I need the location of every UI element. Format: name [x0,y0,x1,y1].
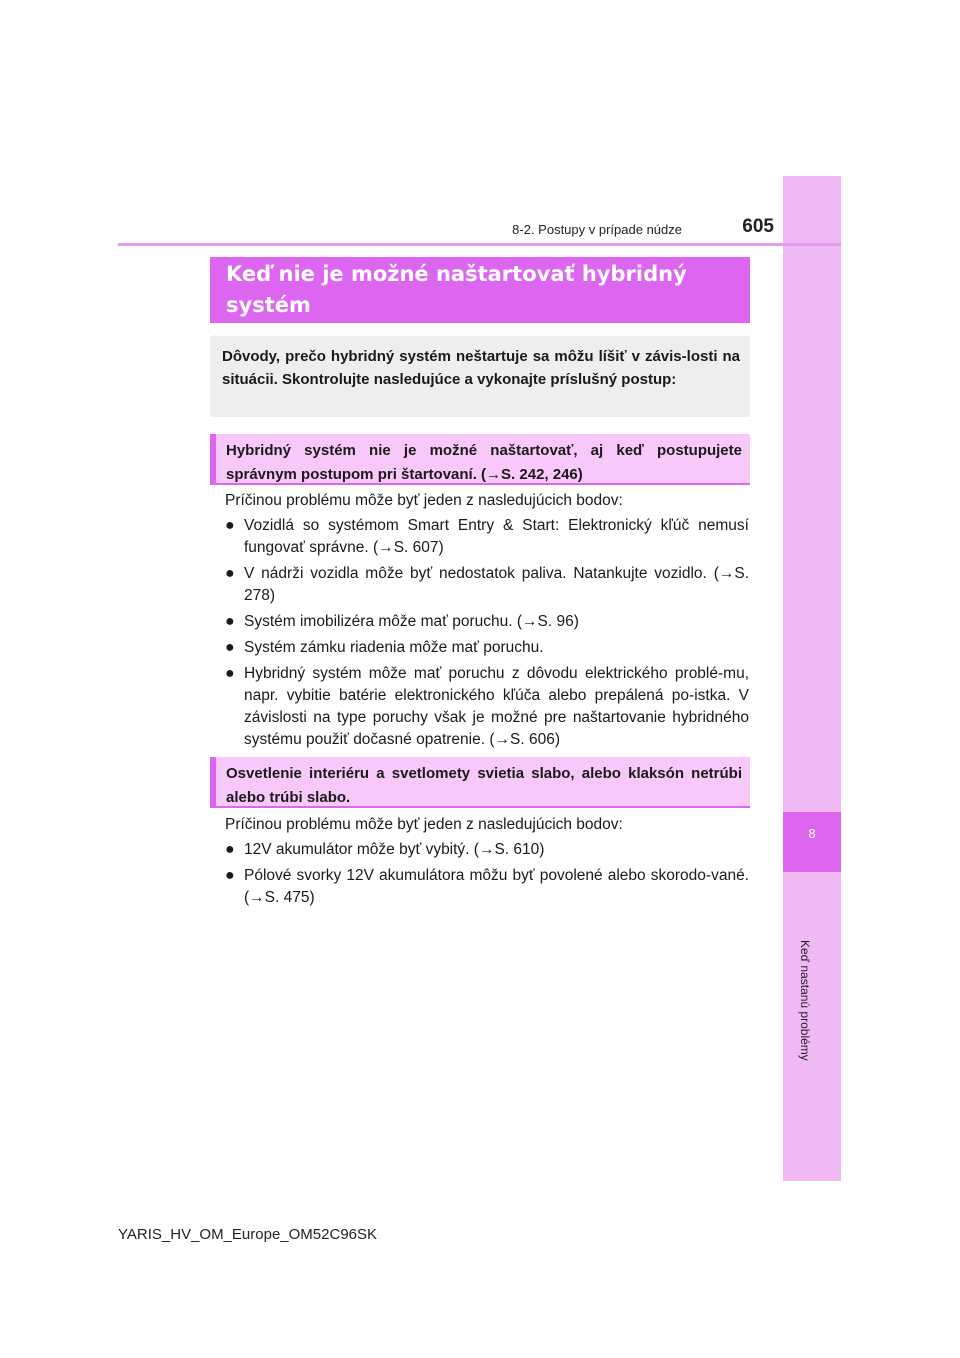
chapter-side-tab [783,176,841,1181]
list-item-text: Systém imobilizéra môže mať poruchu. (→S. 96) [244,613,579,630]
chapter-side-label: Keď nastanú problémy [798,940,812,1061]
list-item [225,515,749,559]
list-item [225,663,749,751]
section-title: 8-2. Postupy v prípade núdze [512,222,682,237]
bullet-icon: ● [225,565,235,582]
bullet-icon: ● [225,613,235,630]
section-2-lead: Príčinou problému môže byť jeden z nasledujúcich bodov: [225,816,623,833]
list-item [225,611,749,633]
bullet-icon: ● [225,517,235,534]
page-title-box [210,257,750,323]
list-item [225,839,749,861]
section-2-body [225,814,749,913]
bullet-icon: ● [225,639,235,656]
list-item-text: Systém zámku riadenia môže mať poruchu. [244,639,544,656]
chapter-number-tab [783,812,841,872]
bullet-icon: ● [225,867,235,884]
list-item [225,637,749,659]
bullet-icon: ● [225,841,235,858]
list-item-text: 12V akumulátor môže byť vybitý. (→S. 610) [244,841,545,858]
list-item-text: Hybridný systém môže mať poruchu z dôvodu elektrického problé-mu, napr. vybitie batérie elektronického kľúča alebo prepálená po-istka. V závislosti na type poruchy však je možné pre naštartovanie hybridného systému použiť dočasné opatrenie. (→S. 606) [244,665,749,748]
intro-box: Dôvody, prečo hybridný systém neštartuje sa môžu líšiť v závis-losti na situácii. Skontrolujte nasledujúce a vykonajte príslušný postup: [210,336,750,417]
section-1-lead: Príčinou problému môže byť jeden z nasledujúcich bodov: [225,492,623,509]
list-item [225,865,749,909]
list-item-text: Vozidlá so systémom Smart Entry & Start: Elektronický kľúč nemusí fungovať správne. (→S. 607) [244,517,749,556]
header-divider [118,243,841,246]
section-1-heading: Hybridný systém nie je možné naštartovať, aj keď postupujete správnym postupom pri štartovaní. (→S. 242, 246) [210,434,750,485]
list-item-text: V nádrži vozidla môže byť nedostatok paliva. Natankujte vozidlo. (→S. 278) [244,565,749,604]
section-1-body [225,490,749,755]
document-code: YARIS_HV_OM_Europe_OM52C96SK [118,1226,378,1243]
page-title-line-1: Keď nie je možné naštartovať hybridný [226,262,687,286]
bullet-icon: ● [225,665,235,682]
chapter-number: 8 [808,826,816,841]
list-item-text: Pólové svorky 12V akumulátora môžu byť povolené alebo skorodo-vané. (→S. 475) [244,867,749,906]
page-title-line-2: systém [226,293,311,317]
section-2-heading: Osvetlenie interiéru a svetlomety svietia slabo, alebo klaksón netrúbi alebo trúbi slabo. [210,757,750,808]
page-number: 605 [742,216,774,237]
list-item [225,563,749,607]
